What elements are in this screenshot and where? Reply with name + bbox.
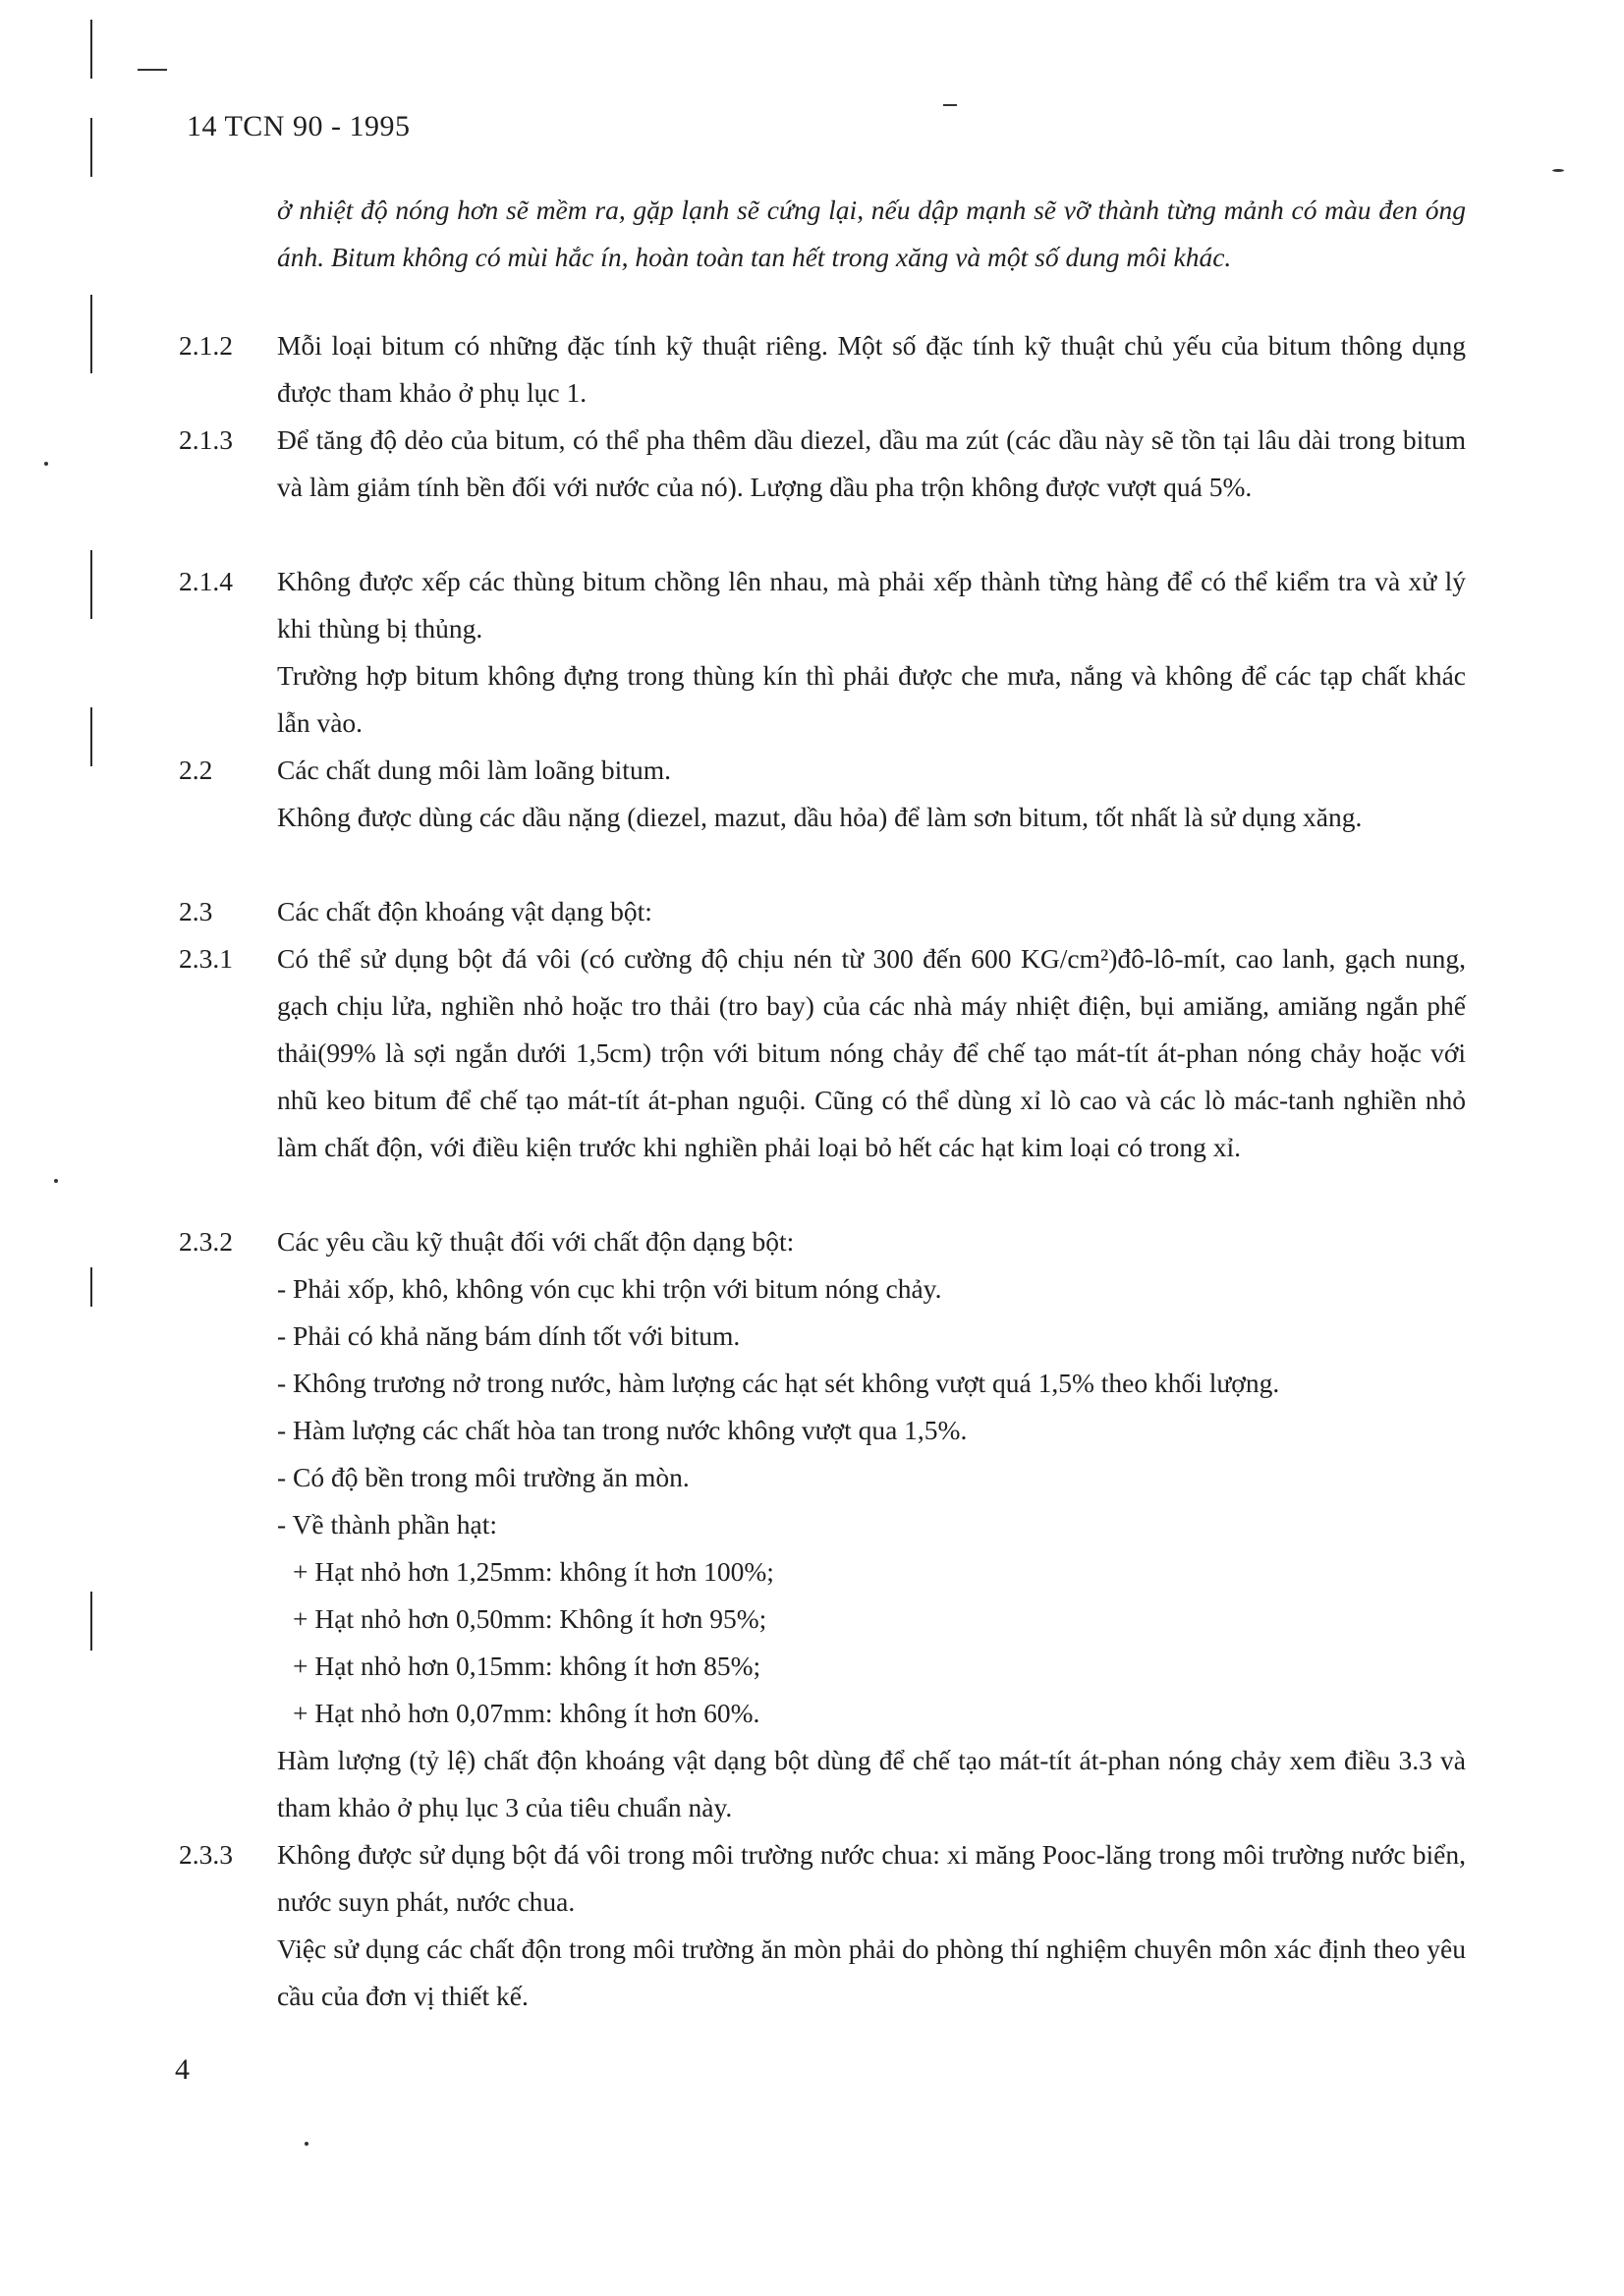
scan-edge-line <box>90 550 92 619</box>
document-code-header: 14 TCN 90 - 1995 <box>187 110 411 142</box>
section-text: Không được sử dụng bột đá vôi trong môi trường nước chua: xi măng Pooc-lăng trong môi trường nước biển, nước suyn phát, nước chua. <box>277 1839 1466 1917</box>
section-number: 2.3.3 <box>179 1839 233 1870</box>
section-text: Các chất độn khoáng vật dạng bột: <box>277 896 652 926</box>
section-text: Các yêu cầu kỹ thuật đối với chất độn dạng bột: <box>277 1226 795 1257</box>
scan-dash <box>943 104 957 106</box>
requirement-item: - Phải có khả năng bám dính tốt với bitum. <box>277 1320 741 1351</box>
section-number: 2.1.2 <box>179 330 233 361</box>
scan-speck <box>54 1179 58 1183</box>
requirement-item: - Có độ bền trong môi trường ăn mòn. <box>277 1462 690 1492</box>
page-number: 4 <box>175 2053 190 2086</box>
requirement-item: - Không trương nở trong nước, hàm lượng các hạt sét không vượt quá 1,5% theo khối lượng. <box>277 1368 1280 1398</box>
section-number: 2.2 <box>179 755 213 785</box>
scan-speck <box>1552 169 1564 172</box>
scan-dash <box>138 69 167 71</box>
grain-size-item: + Hạt nhỏ hơn 0,50mm: Không ít hơn 95%; <box>293 1603 767 1634</box>
scan-edge-line <box>90 295 92 373</box>
requirement-item: - Phải xốp, khô, không vón cục khi trộn với bitum nóng chảy. <box>277 1273 942 1304</box>
section-number: 2.3.2 <box>179 1226 233 1257</box>
scan-edge-line <box>90 20 92 79</box>
section-number: 2.3 <box>179 896 213 926</box>
section-text: Trường hợp bitum không đựng trong thùng kín thì phải được che mưa, nắng và không để các tạp chất khác lẫn vào. <box>277 660 1466 738</box>
scan-edge-line <box>90 1267 92 1307</box>
requirement-item: - Hàm lượng các chất hòa tan trong nước không vượt qua 1,5%. <box>277 1415 968 1445</box>
intro-paragraph: ở nhiệt độ nóng hơn sẽ mềm ra, gặp lạnh sẽ cứng lại, nếu dập mạnh sẽ vỡ thành từng mảnh có màu đen óng ánh. Bitum không có mùi hắc ín, hoàn toàn tan hết trong xăng và một số dung môi khác. <box>277 195 1466 272</box>
grain-size-item: + Hạt nhỏ hơn 1,25mm: không ít hơn 100%; <box>293 1556 774 1587</box>
final-note: Việc sử dụng các chất độn trong môi trường ăn mòn phải do phòng thí nghiệm chuyên môn xác định theo yêu cầu của đơn vị thiết kế. <box>277 1933 1466 2011</box>
section-text: Mỗi loại bitum có những đặc tính kỹ thuật riêng. Một số đặc tính kỹ thuật chủ yếu của bitum thông dụng được tham khảo ở phụ lục 1. <box>277 330 1466 408</box>
section-text: Không được xếp các thùng bitum chồng lên nhau, mà phải xếp thành từng hàng để có thể kiểm tra và xử lý khi thùng bị thủng. <box>277 566 1466 644</box>
section-text: Để tăng độ dẻo của bitum, có thể pha thêm dầu diezel, dầu ma zút (các dầu này sẽ tồn tại lâu dài trong bitum và làm giảm tính bền đối với nước của nó). Lượng dầu pha trộn không được vượt quá 5%. <box>277 424 1466 502</box>
scan-speck <box>305 2142 308 2146</box>
requirement-item: - Về thành phần hạt: <box>277 1509 498 1540</box>
scan-edge-line <box>90 707 92 766</box>
section-number: 2.3.1 <box>179 943 233 974</box>
section-number: 2.1.3 <box>179 424 233 455</box>
scan-edge-line <box>90 1592 92 1651</box>
grain-size-item: + Hạt nhỏ hơn 0,07mm: không ít hơn 60%. <box>293 1698 760 1728</box>
section-number: 2.1.4 <box>179 566 233 596</box>
scan-edge-line <box>90 118 92 177</box>
scan-speck <box>44 462 48 466</box>
content-note: Hàm lượng (tỷ lệ) chất độn khoáng vật dạng bột dùng để chế tạo mát-tít át-phan nóng chảy xem điều 3.3 và tham khảo ở phụ lục 3 của tiêu chuẩn này. <box>277 1745 1466 1822</box>
section-text: Không được dùng các dầu nặng (diezel, mazut, dầu hỏa) để làm sơn bitum, tốt nhất là sử dụng xăng. <box>277 802 1363 832</box>
grain-size-item: + Hạt nhỏ hơn 0,15mm: không ít hơn 85%; <box>293 1651 761 1681</box>
section-text: Có thể sử dụng bột đá vôi (có cường độ chịu nén từ 300 đến 600 KG/cm²)đô-lô-mít, cao lanh, gạch nung, gạch chịu lửa, nghiền nhỏ hoặc tro thải (tro bay) của các nhà máy nhiệt điện, bụi amiăng, amiăng ngắn phế thải(99% là sợi ngắn dưới 1,5cm) trộn với bitum nóng chảy để chế tạo mát-tít át-phan nóng chảy hoặc với nhũ keo bitum để chế tạo mát-tít át-phan nguội. Cũng có thể dùng xỉ lò cao và các lò mác-tanh nghiền nhỏ làm chất độn, với điều kiện trước khi nghiền phải loại bỏ hết các hạt kim loại có trong xỉ. <box>277 943 1466 1162</box>
section-text: Các chất dung môi làm loãng bitum. <box>277 755 671 785</box>
